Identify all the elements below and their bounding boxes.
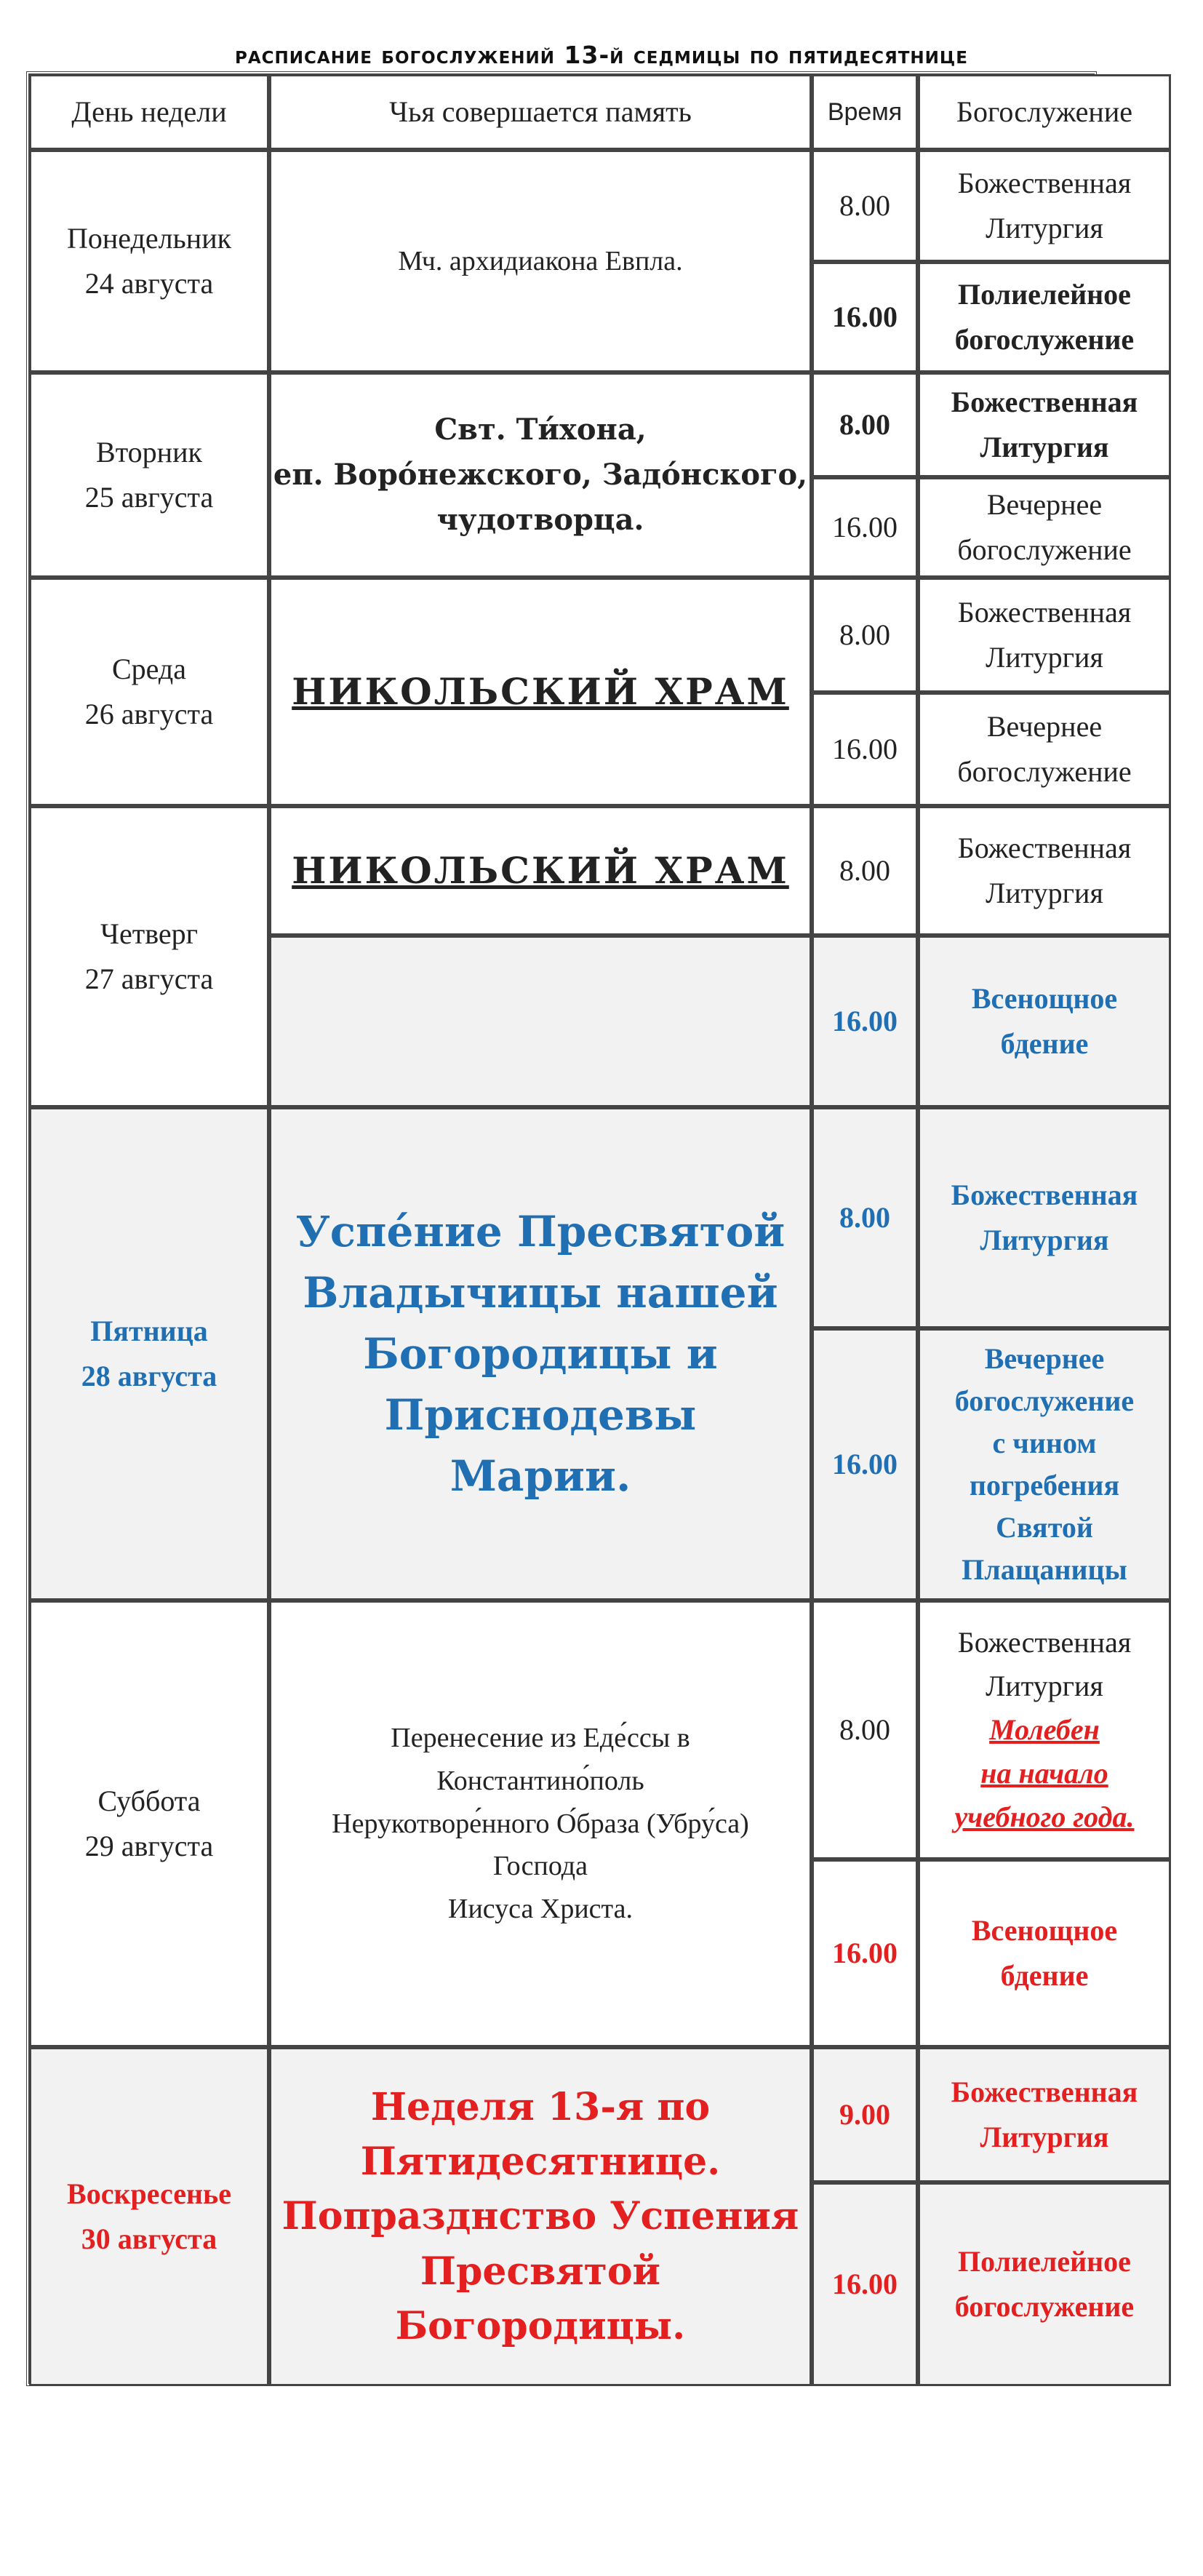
memory-tuesday: Свт. Ти́хона, еп. Воро́нежского, Задо́нского, чудотворца. bbox=[269, 372, 812, 578]
header-memory: Чья совершается память bbox=[269, 74, 812, 150]
service-tuesday-1: Божественная Литургия bbox=[918, 372, 1171, 477]
moleben-note: Молебен на начало учебного года. bbox=[954, 1713, 1135, 1833]
time-thursday-1: 8.00 bbox=[812, 806, 918, 936]
memory-friday: Успе́ние Пресвятой Владычицы нашей Богородицы и Приснодевы Марии. bbox=[269, 1107, 812, 1600]
day-friday: Пятница 28 августа bbox=[29, 1107, 269, 1600]
header-service: Богослужение bbox=[918, 74, 1171, 150]
memory-thursday-empty bbox=[269, 936, 812, 1107]
service-saturday-1 bbox=[918, 1600, 1171, 1859]
day-saturday: Суббота 29 августа bbox=[29, 1600, 269, 2047]
time-monday-2: 16.00 bbox=[812, 262, 918, 372]
time-thursday-2: 16.00 bbox=[812, 936, 918, 1107]
time-saturday-2: 16.00 bbox=[812, 1859, 918, 2047]
header-day: День недели bbox=[29, 74, 269, 150]
time-wednesday-2: 16.00 bbox=[812, 693, 918, 806]
day-sunday: Воскресенье 30 августа bbox=[29, 2047, 269, 2386]
header-time: Время bbox=[812, 74, 918, 150]
service-thursday-2: Всенощное бдение bbox=[918, 936, 1171, 1107]
memory-sunday: Неделя 13-я по Пятидесятнице. Попразднство Успения Пресвятой Богородицы. bbox=[269, 2047, 812, 2386]
time-friday-2: 16.00 bbox=[812, 1328, 918, 1600]
day-wednesday: Среда 26 августа bbox=[29, 578, 269, 806]
memory-saturday: Перенесение из Еде́ссы в Константино́поль Нерукотворе́нного О́браза (Убру́са) Господа Иисуса Христа. bbox=[269, 1600, 812, 2047]
service-sunday-1: Божественная Литургия bbox=[918, 2047, 1171, 2182]
time-saturday-1: 8.00 bbox=[812, 1600, 918, 1859]
service-friday-2: Вечернее богослужение с чином погребения Святой Плащаницы bbox=[918, 1328, 1171, 1600]
service-wednesday-2: Вечернее богослужение bbox=[918, 693, 1171, 806]
time-tuesday-2: 16.00 bbox=[812, 477, 918, 578]
service-thursday-1: Божественная Литургия bbox=[918, 806, 1171, 936]
memory-monday: Мч. архидиакона Евпла. bbox=[269, 150, 812, 372]
memory-wednesday: НИКОЛЬСКИЙ ХРАМ bbox=[269, 578, 812, 806]
day-tuesday: Вторник 25 августа bbox=[29, 372, 269, 578]
day-thursday: Четверг 27 августа bbox=[29, 806, 269, 1107]
time-friday-1: 8.00 bbox=[812, 1107, 918, 1328]
memory-thursday: НИКОЛЬСКИЙ ХРАМ bbox=[269, 806, 812, 936]
time-sunday-2b: 16.00 bbox=[812, 2182, 918, 2386]
time-sunday-1: 9.00 bbox=[812, 2047, 918, 2182]
service-monday-1: Божественная Литургия bbox=[918, 150, 1171, 262]
time-monday-1: 8.00 bbox=[812, 150, 918, 262]
service-saturday-2: Всенощное бдение bbox=[918, 1859, 1171, 2047]
service-friday-1: Божественная Литургия bbox=[918, 1107, 1171, 1328]
time-wednesday-1: 8.00 bbox=[812, 578, 918, 693]
time-tuesday-1: 8.00 bbox=[812, 372, 918, 477]
service-sunday-2: Полиелейное богослужение bbox=[918, 2182, 1171, 2386]
service-monday-2: Полиелейное богослужение bbox=[918, 262, 1171, 372]
page-title: расписание богослужений 13-й седмицы по пятидесятнице bbox=[235, 41, 968, 69]
service-wednesday-1: Божественная Литургия bbox=[918, 578, 1171, 693]
day-monday: Понедельник 24 августа bbox=[29, 150, 269, 372]
service-saturday-1-label: Божественная Литургия bbox=[957, 1626, 1132, 1702]
service-tuesday-2: Вечернее богослужение bbox=[918, 477, 1171, 578]
